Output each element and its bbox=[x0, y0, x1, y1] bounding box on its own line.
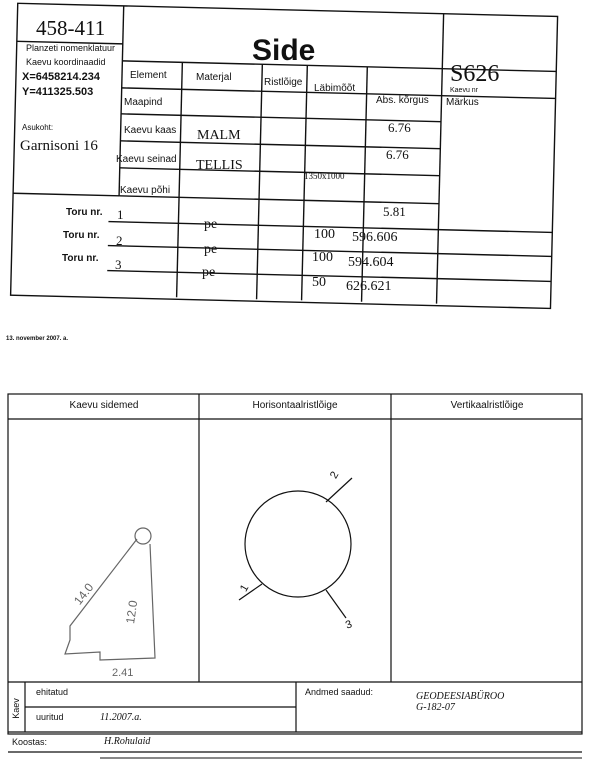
row-material: TELLIS bbox=[196, 158, 243, 173]
measured-value: 11.2007.a. bbox=[100, 712, 142, 723]
row-element: Maapind bbox=[124, 97, 163, 108]
header-vertical-section: Vertikaalristlõige bbox=[450, 400, 524, 411]
pipe-diameter: 50 bbox=[312, 275, 326, 290]
row-element: Kaevu põhi bbox=[120, 185, 171, 196]
row-element: Kaevu kaas bbox=[124, 125, 177, 136]
coords-caption: Kaevu koordinaadid bbox=[26, 57, 106, 67]
sketch-label-b: 12.0 bbox=[123, 599, 141, 625]
data-source-line2: G-182-07 bbox=[416, 702, 455, 713]
well-marker-icon bbox=[135, 528, 151, 544]
col-header-material: Materjal bbox=[196, 72, 232, 83]
data-source-label: Andmed saadud: bbox=[305, 687, 374, 697]
pipe-diameter: 100 bbox=[312, 250, 333, 265]
header-well-ties: Kaevu sidemed bbox=[69, 400, 139, 411]
coord-x: X=6458214.234 bbox=[22, 71, 100, 83]
well-number-caption: Kaevu nr bbox=[450, 87, 479, 94]
drawing-sheet bbox=[0, 390, 590, 782]
pipe-label: Toru nr. bbox=[62, 253, 99, 264]
row-material: MALM bbox=[197, 128, 241, 143]
row-element: Kaevu seinad bbox=[116, 154, 177, 165]
pipe-height: 596.606 bbox=[352, 230, 398, 245]
pipe-number: 1 bbox=[117, 207, 124, 222]
horizontal-section-sketch bbox=[239, 478, 352, 618]
well-card bbox=[0, 0, 590, 330]
pipe-mark-2: 2 bbox=[327, 469, 342, 481]
row-height: 6.76 bbox=[386, 147, 409, 162]
well-section-circle bbox=[245, 491, 351, 597]
col-header-section: Ristlõige bbox=[264, 77, 303, 88]
pipe-label: Toru nr. bbox=[66, 207, 103, 218]
data-source-line1: GEODEESIABÜROO bbox=[416, 691, 505, 702]
pipe-mark-3: 3 bbox=[343, 618, 354, 632]
pipe-material: pe bbox=[202, 265, 216, 280]
coord-y: Y=411325.503 bbox=[22, 86, 94, 98]
pipe-number: 3 bbox=[115, 257, 122, 272]
plan-caption: Planzeti nomenklatuur bbox=[26, 43, 116, 53]
built-label: ehitatud bbox=[36, 687, 69, 697]
col-header-element: Element bbox=[130, 70, 167, 81]
card-title: Side bbox=[252, 34, 316, 67]
sketch-label-base: 2.41 bbox=[112, 667, 134, 679]
pipe-material: pe bbox=[204, 242, 218, 257]
header-horizontal-section: Horisontaalristlõige bbox=[252, 400, 338, 411]
card-date: 13. november 2007. a. bbox=[6, 336, 69, 342]
row-diameter: 1350x1000 bbox=[304, 171, 345, 181]
location-caption: Asukoht: bbox=[22, 123, 54, 132]
measured-label: uuritud bbox=[36, 712, 64, 722]
pipe-material: pe bbox=[204, 217, 218, 232]
sketch-label-a: 14.0 bbox=[70, 580, 97, 608]
composed-label: Koostas: bbox=[12, 737, 48, 747]
well-number: S626 bbox=[450, 61, 500, 87]
composed-value: H.Rohulaid bbox=[104, 736, 151, 747]
pipe-label: Toru nr. bbox=[63, 230, 100, 241]
plan-number: 458-411 bbox=[36, 16, 106, 40]
pipe-height: 594.604 bbox=[348, 255, 394, 270]
location-value: Garnisoni 16 bbox=[20, 138, 98, 154]
row-height: 5.81 bbox=[383, 204, 406, 219]
col-header-height: Abs. kõrgus bbox=[376, 95, 429, 106]
col-header-diameter: Läbimõõt bbox=[314, 83, 356, 94]
pipe-number: 2 bbox=[116, 233, 123, 248]
remarks-header: Märkus bbox=[446, 97, 479, 108]
well-vertical-label: Kaev bbox=[10, 698, 21, 719]
pipe-height: 626.621 bbox=[346, 279, 392, 294]
pipe-mark-1: 1 bbox=[237, 582, 252, 594]
pipe-diameter: 100 bbox=[314, 227, 335, 242]
row-height: 6.76 bbox=[388, 120, 411, 135]
